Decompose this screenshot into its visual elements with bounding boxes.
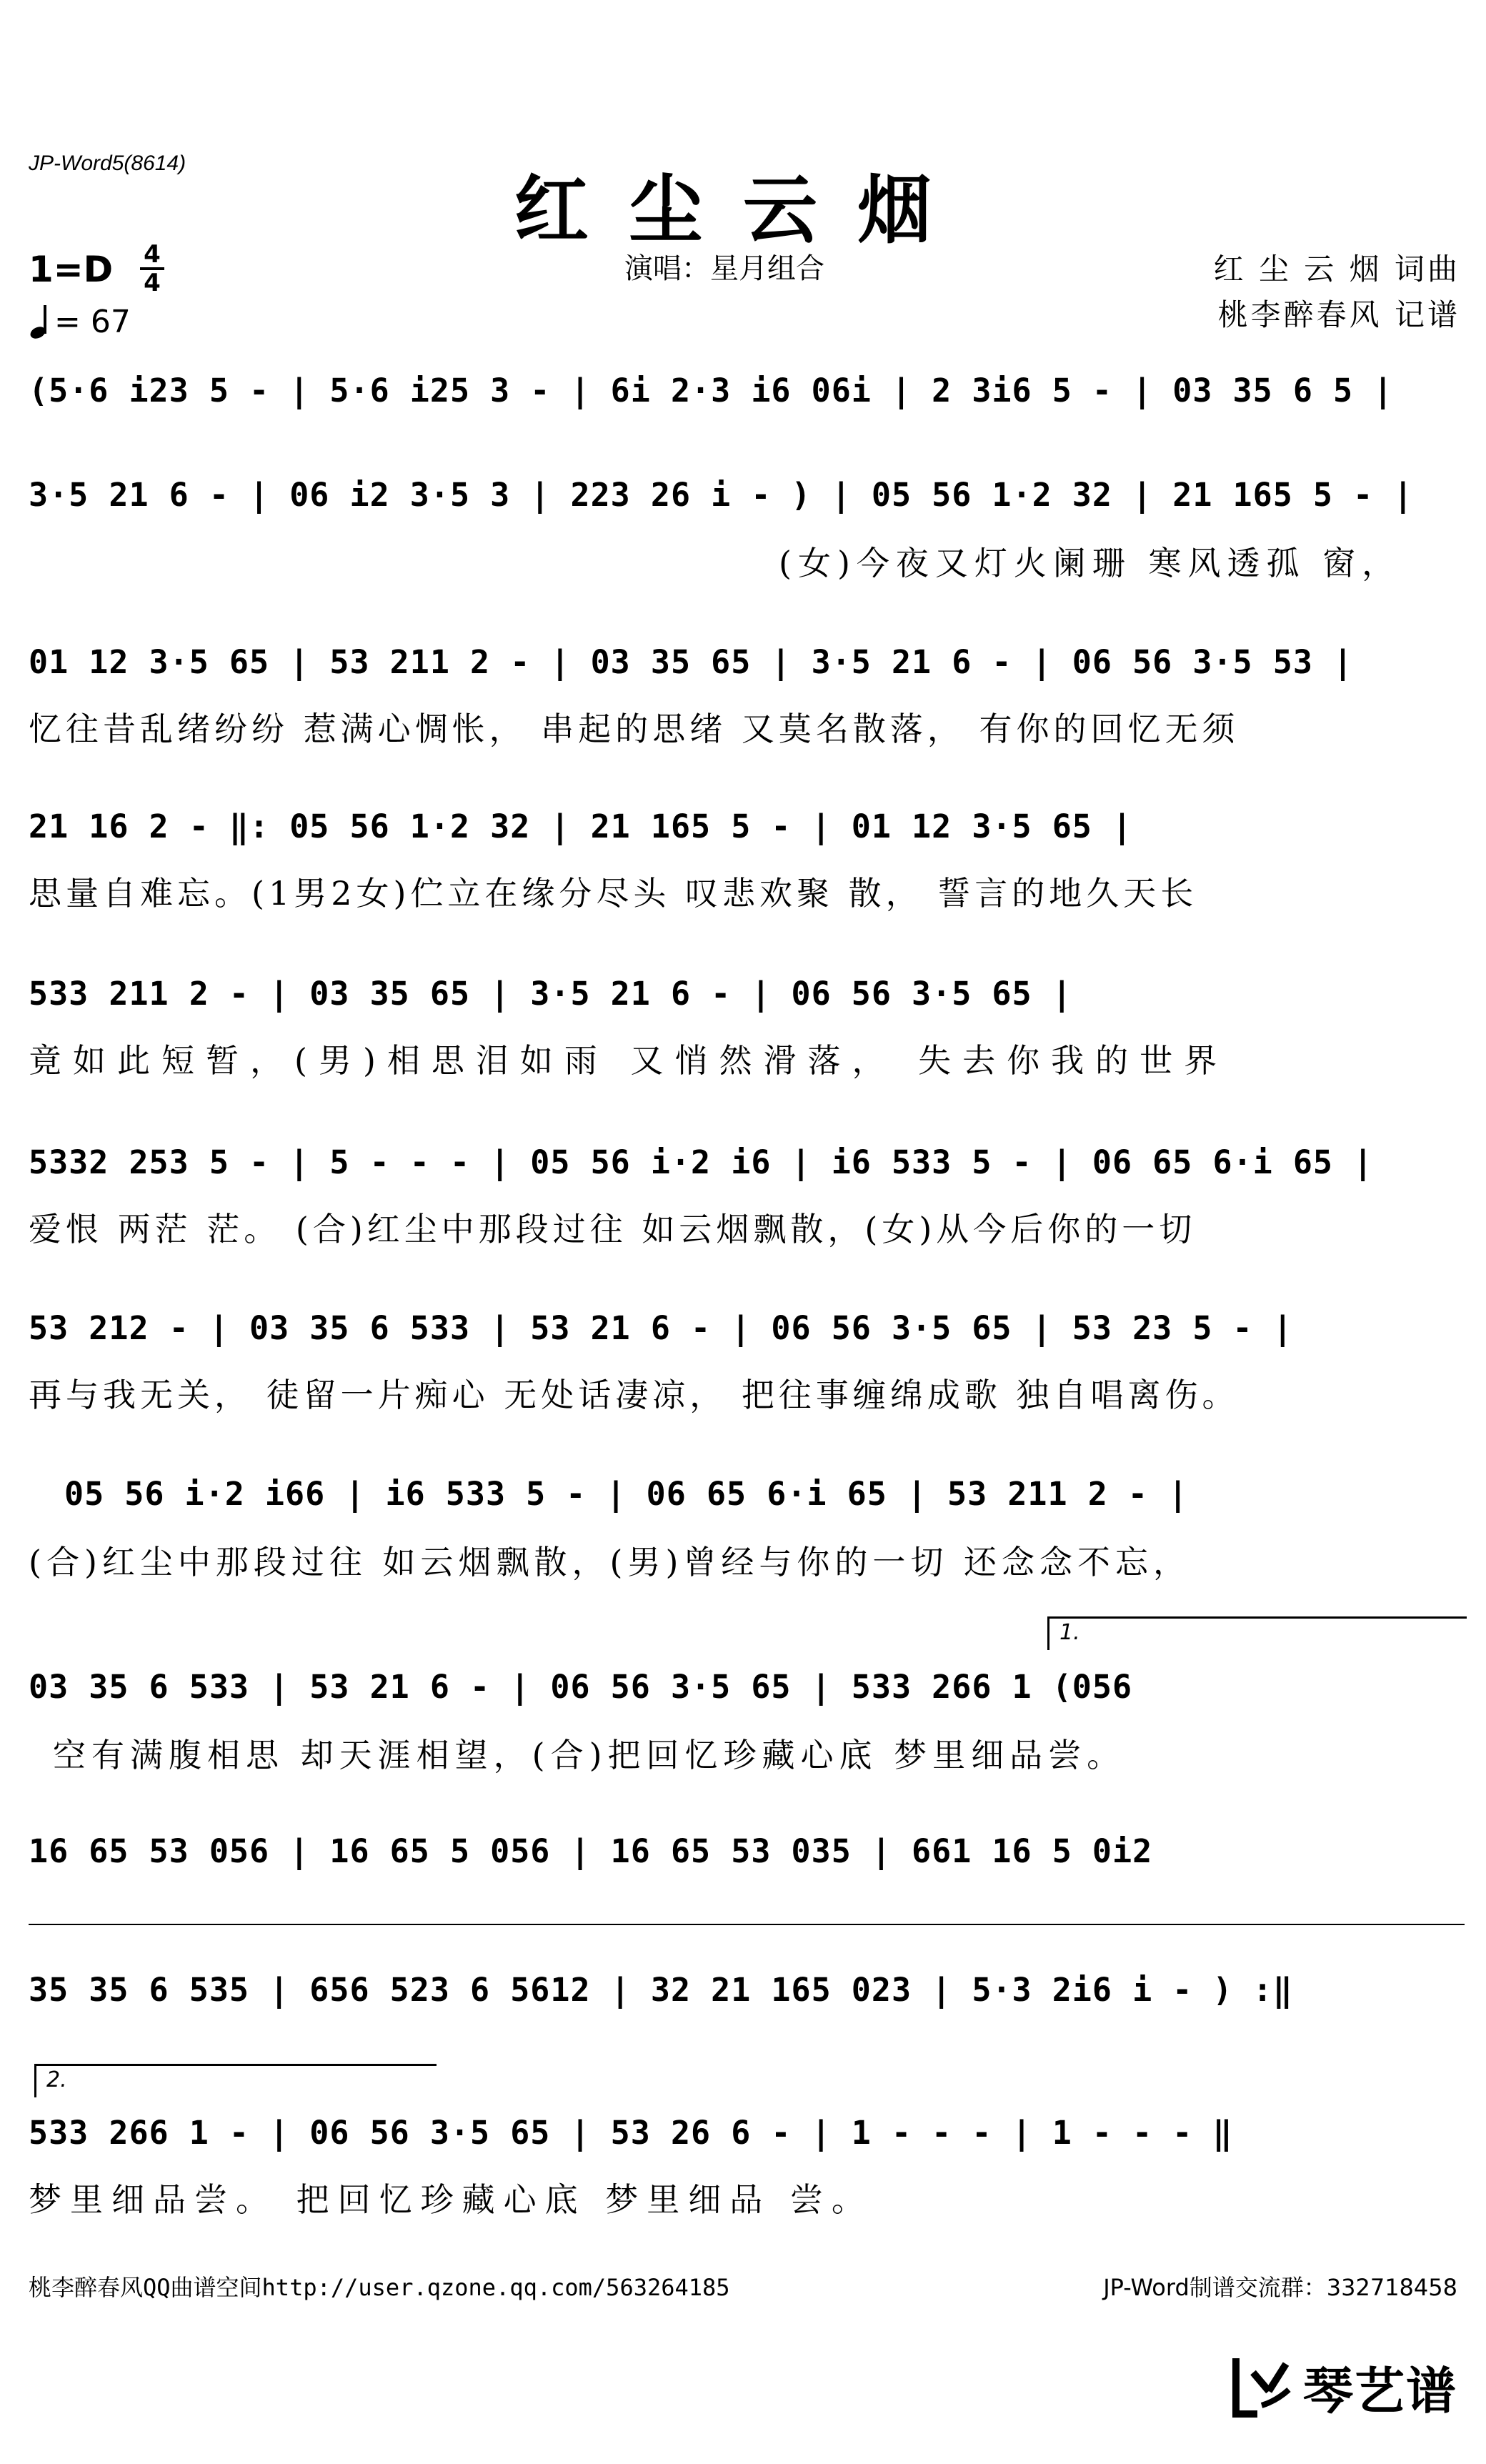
score-system-9-notes: 03 35 6 533 | 53 21 6 - | 06 56 3·5 65 | 533 266 1 (056 xyxy=(29,1668,1133,1706)
key-signature: 1=D xyxy=(29,249,114,290)
score-system-3-notes: 01 12 3·5 65 | 53 211 2 - | 03 35 65 | 3·5 21 6 - | 06 56 3·5 53 | xyxy=(29,643,1354,681)
software-tag: JP-Word5(8614) xyxy=(29,151,186,175)
score-system-11-notes: 35 35 6 535 | 656 523 6 5612 | 32 21 165 023 | 5·3 2i6 i - ) :‖ xyxy=(29,1971,1293,2009)
score-system-1-notes: (5·6 i23 5 - | 5·6 i25 3 - | 6i 2·3 i6 06i | 2 3i6 5 - | 03 35 6 5 | xyxy=(29,372,1394,409)
score-system-6-lyrics: 爱恨 两茫 茫。 (合)红尘中那段过往 如云烟飘散，(女)从今后你的一切 xyxy=(29,1210,1197,1248)
time-signature xyxy=(140,242,164,296)
score-system-8-notes: 05 56 i·2 i66 | i6 533 5 - | 06 65 6·i 65 | 53 211 2 - | xyxy=(64,1475,1189,1513)
meter-top: 4 xyxy=(144,240,161,269)
credit-transcriber: 桃李醉春风 记谱 xyxy=(1217,297,1460,332)
score-system-7-lyrics: 再与我无关， 徒留一片痴心 无处话凄凉， 把往事缠绵成歌 独自唱离伤。 xyxy=(29,1376,1240,1414)
score-system-12-lyrics: 梦里细品尝。 把回忆珍藏心底 梦里细品 尝。 xyxy=(29,2180,873,2219)
score-system-12-notes: 533 266 1 - | 06 56 3·5 65 | 53 26 6 - | 1 - - - | 1 - - - ‖ xyxy=(29,2114,1233,2152)
score-system-5-notes: 533 211 2 - | 03 35 65 | 3·5 21 6 - | 06 56 3·5 65 | xyxy=(29,975,1072,1013)
footer-qzone-link[interactable]: 桃李醉春风QQ曲谱空间http://user.qzone.qq.com/563264185 xyxy=(29,2274,730,2301)
first-ending-line xyxy=(29,1924,1465,1925)
qinyipu-logo-icon xyxy=(1226,2351,1297,2423)
first-ending-bracket xyxy=(1047,1616,1467,1650)
score-system-2-notes: 3·5 21 6 - | 06 i2 3·5 3 | 223 26 i - ) | 05 56 1·2 32 | 21 165 5 - | xyxy=(29,476,1414,514)
second-ending-bracket xyxy=(34,2064,437,2097)
score-system-8-lyrics: (合)红尘中那段过往 如云烟飘散，(男)曾经与你的一切 还念念不忘， xyxy=(29,1543,1192,1581)
score-system-6-notes: 5332 253 5 - | 5 - - - | 05 56 i·2 i6 | i6 533 5 - | 06 65 6·i 65 | xyxy=(29,1143,1374,1181)
score-system-5-lyrics: 竟如此短暂，(男)相思泪如雨 又悄然滑落， 失去你我的世界 xyxy=(29,1041,1229,1080)
score-system-4-lyrics: 思量自难忘。(1男2女)伫立在缘分尽头 叹悲欢聚 散， 誓言的地久天长 xyxy=(29,874,1198,913)
song-title: 红尘云烟 xyxy=(514,166,972,254)
logo-text: 琴艺谱 xyxy=(1303,2361,1457,2420)
footer-group-number: JP-Word制谱交流群：332718458 xyxy=(1103,2274,1457,2301)
score-system-3-lyrics: 忆往昔乱绪纷纷 惹满心惆怅， 串起的思绪 又莫名散落， 有你的回忆无须 xyxy=(29,710,1240,748)
second-ending-label: 2. xyxy=(46,2067,67,2092)
score-system-4-notes: 21 16 2 - ‖: 05 56 1·2 32 | 21 165 5 - | 01 12 3·5 65 | xyxy=(29,808,1133,845)
tempo-value: = 67 xyxy=(54,304,131,340)
tempo-mark xyxy=(29,304,131,340)
score-system-2-lyrics: (女)今夜又灯火阑珊 寒风透孤 窗， xyxy=(779,544,1402,582)
score-system-7-notes: 53 212 - | 03 35 6 533 | 53 21 6 - | 06 56 3·5 65 | 53 23 5 - | xyxy=(29,1309,1293,1347)
score-system-9-lyrics: 空有满腹相思 却天涯相望，(合)把回忆珍藏心底 梦里细品尝。 xyxy=(53,1736,1126,1774)
meter-bottom: 4 xyxy=(140,267,164,296)
first-ending-label: 1. xyxy=(1059,1620,1080,1645)
site-logo[interactable] xyxy=(1226,2351,1457,2423)
quarter-note-icon xyxy=(29,305,54,339)
score-system-10-notes: 16 65 53 056 | 16 65 5 056 | 16 65 53 035 | 661 16 5 0i2 xyxy=(29,1832,1153,1870)
performer: 演唱：星月组合 xyxy=(624,252,824,285)
credit-words-music: 红 尘 云 烟 词曲 xyxy=(1213,252,1460,287)
